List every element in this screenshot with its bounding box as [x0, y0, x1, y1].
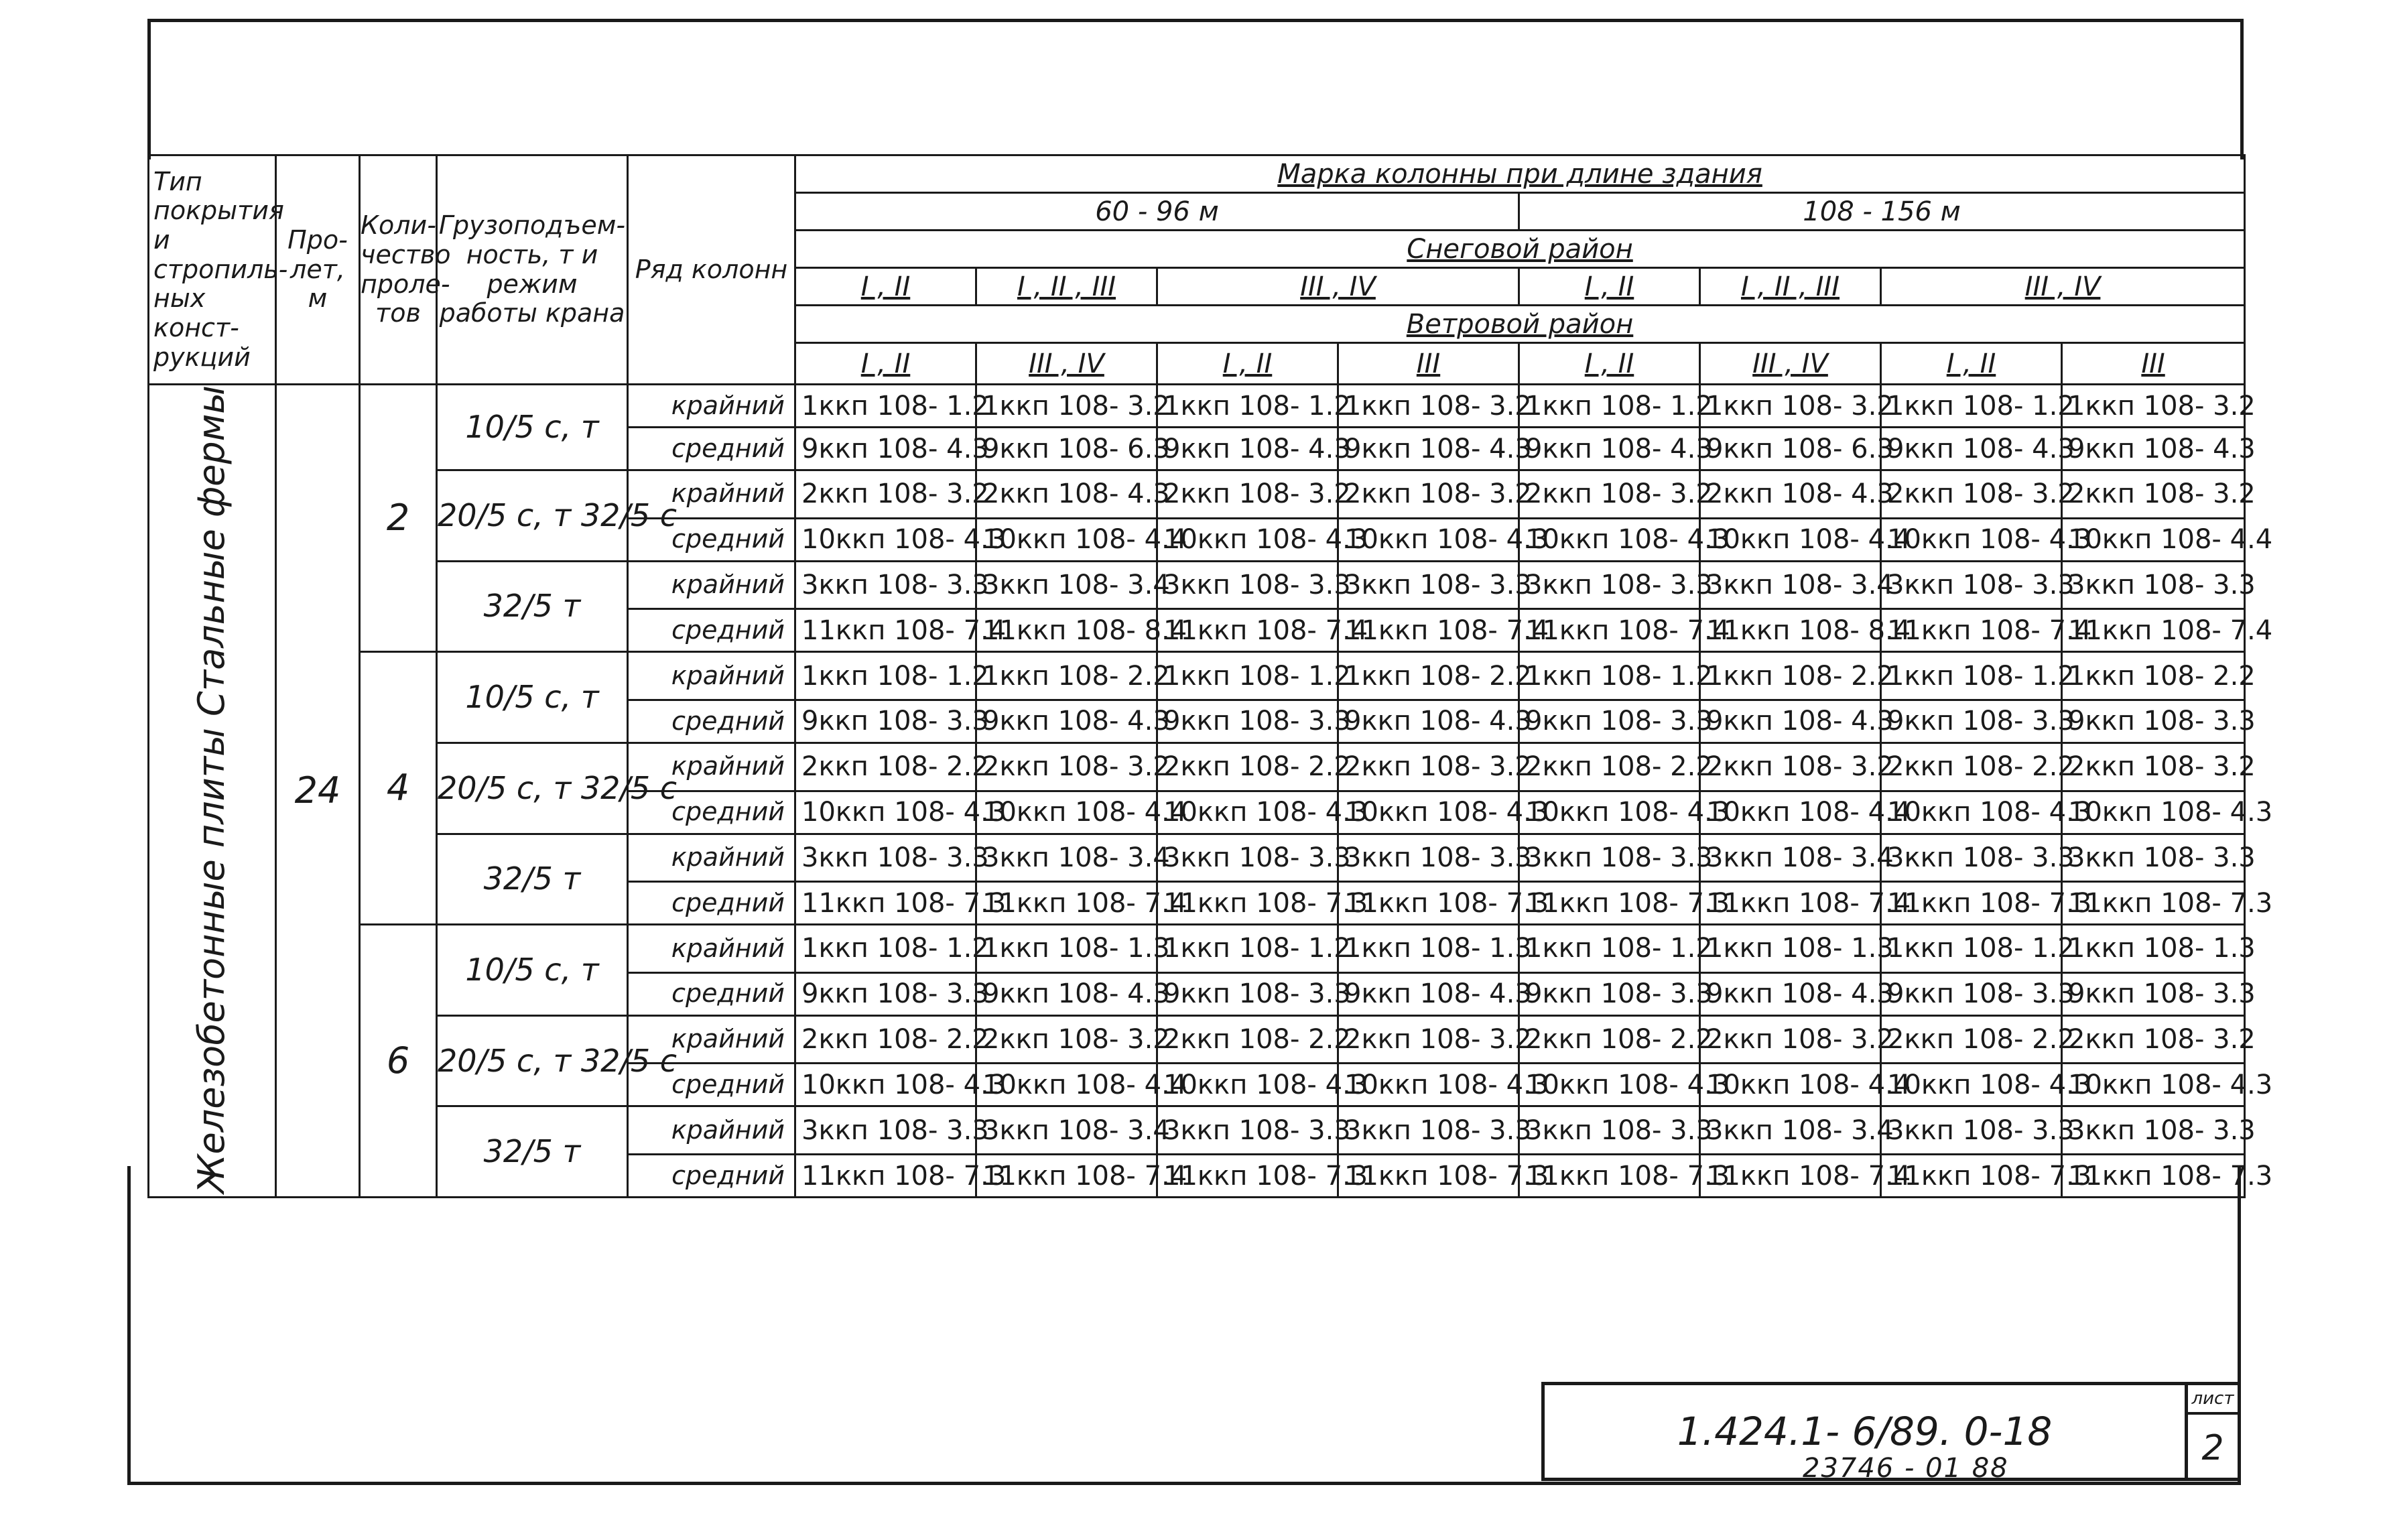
mark-cell: 2ккп 108- 3.2	[1700, 743, 1881, 791]
mark-cell: 10ккп 108- 4.3	[795, 791, 976, 834]
mark-cell: 1ккп 108- 2.2	[1338, 652, 1519, 700]
mark-cell: 10ккп 108- 4.3	[1519, 518, 1700, 561]
mark-cell: 9ккп 108- 4.3	[2062, 428, 2245, 470]
mark-cell: 9ккп 108- 4.3	[795, 428, 976, 470]
mark-cell: 1ккп 108- 1.2	[1881, 652, 2062, 700]
mark-cell: 3ккп 108- 3.3	[1881, 561, 2062, 609]
mark-cell: 2ккп 108- 3.2	[1519, 470, 1700, 519]
roof-type-cell	[149, 385, 276, 1198]
wind-range-6: III , IV	[1700, 343, 1881, 385]
row-type: крайний	[628, 385, 795, 428]
mark-cell: 2ккп 108- 3.2	[1157, 470, 1338, 519]
snow-range-2: I , II , III	[976, 268, 1157, 306]
mark-cell: 1ккп 108- 2.2	[1700, 652, 1881, 700]
header-mark-text: Марка колонны при длине здания	[1277, 158, 1762, 190]
row-type: средний	[628, 518, 795, 561]
mark-cell: 2ккп 108- 2.2	[1157, 743, 1338, 791]
mark-cell: 10ккп 108- 4.4	[976, 1064, 1157, 1106]
mark-cell: 3ккп 108- 3.3	[1519, 1106, 1700, 1155]
mark-cell: 11ккп 108- 7.4	[1157, 609, 1338, 652]
header-span	[276, 155, 360, 385]
header-count-text: Коли- чество проле- тов	[361, 210, 451, 328]
mark-cell: 9ккп 108- 4.3	[1338, 428, 1519, 470]
mark-cell: 1ккп 108- 3.2	[1700, 385, 1881, 428]
mark-cell: 11ккп 108- 7.3	[1881, 1155, 2062, 1198]
row-type: крайний	[628, 834, 795, 882]
mark-cell: 3ккп 108- 3.3	[1157, 561, 1338, 609]
mark-cell: 1ккп 108- 1.3	[1700, 925, 1881, 973]
mark-cell: 10ккп 108- 4.3	[1519, 791, 1700, 834]
mark-cell: 9ккп 108- 3.3	[2062, 700, 2245, 743]
mark-cell: 11ккп 108- 7.3	[1157, 882, 1338, 925]
roof-type-text: Железобетонные плиты Стальные фермы	[190, 385, 233, 1194]
mark-cell: 2ккп 108- 2.2	[1157, 1015, 1338, 1064]
mark-cell: 9ккп 108- 3.3	[1519, 700, 1700, 743]
mark-cell: 1ккп 108- 1.3	[1338, 925, 1519, 973]
wind-range-2: III , IV	[976, 343, 1157, 385]
mark-cell: 10ккп 108- 4.3	[1157, 518, 1338, 561]
row-type: средний	[628, 791, 795, 834]
mark-cell: 9ккп 108- 3.3	[795, 972, 976, 1015]
load-label: 32/5 т	[437, 1106, 628, 1198]
mark-cell: 3ккп 108- 3.3	[795, 561, 976, 609]
mark-cell: 11ккп 108- 8.4	[976, 609, 1157, 652]
mark-cell: 3ккп 108- 3.3	[2062, 1106, 2245, 1155]
document-code: 1.424.1- 6/89. 0-18	[1677, 1409, 2053, 1454]
mark-cell: 2ккп 108- 3.2	[976, 743, 1157, 791]
mark-cell: 2ккп 108- 2.2	[1881, 1015, 2062, 1064]
mark-cell: 11ккп 108- 7.3	[1338, 1155, 1519, 1198]
mark-cell: 11ккп 108- 7.4	[795, 609, 976, 652]
header-row-text: Ряд колонн	[635, 254, 788, 284]
mark-cell: 9ккп 108- 4.3	[976, 972, 1157, 1015]
mark-cell: 10ккп 108- 4.4	[976, 791, 1157, 834]
row-type: средний	[628, 1155, 795, 1198]
mark-cell: 3ккп 108- 3.4	[1700, 834, 1881, 882]
mark-cell: 2ккп 108- 2.2	[1519, 743, 1700, 791]
mark-cell: 3ккп 108- 3.3	[1338, 561, 1519, 609]
load-label: 20/5 с, т 32/5 с	[437, 470, 628, 562]
span-count: 2	[360, 385, 437, 652]
mark-cell: 11ккп 108- 7.4	[1519, 609, 1700, 652]
mark-cell: 1ккп 108- 3.2	[1338, 385, 1519, 428]
mark-cell: 3ккп 108- 3.4	[976, 561, 1157, 609]
mark-cell: 3ккп 108- 3.4	[1700, 1106, 1881, 1155]
mark-cell: 1ккп 108- 1.3	[2062, 925, 2245, 973]
mark-cell: 1ккп 108- 1.2	[1519, 925, 1700, 973]
mark-cell: 10ккп 108- 4.3	[795, 1064, 976, 1106]
span-count: 4	[360, 652, 437, 925]
wind-range-3: I , II	[1157, 343, 1338, 385]
load-label: 20/5 с, т 32/5 с	[437, 1015, 628, 1106]
wind-range-8: III	[2062, 343, 2245, 385]
snow-range-4: I , II	[1519, 268, 1700, 306]
row-type: крайний	[628, 925, 795, 973]
mark-cell: 2ккп 108- 3.2	[2062, 743, 2245, 791]
mark-cell: 2ккп 108- 3.2	[795, 470, 976, 519]
mark-cell: 3ккп 108- 3.3	[1338, 834, 1519, 882]
snow-range-1: I , II	[795, 268, 976, 306]
row-type: средний	[628, 428, 795, 470]
load-label: 32/5 т	[437, 834, 628, 925]
mark-cell: 11ккп 108- 7.3	[1881, 882, 2062, 925]
span-count: 6	[360, 925, 437, 1198]
mark-cell: 11ккп 108- 7.3	[795, 1155, 976, 1198]
mark-cell: 10ккп 108- 4.4	[1700, 791, 1881, 834]
mark-cell: 10ккп 108- 4.4	[2062, 518, 2245, 561]
sheet-label: лист	[2188, 1385, 2238, 1415]
mark-cell: 3ккп 108- 3.4	[976, 834, 1157, 882]
mark-cell: 11ккп 108- 7.4	[1881, 609, 2062, 652]
wind-range-4: III	[1338, 343, 1519, 385]
header-span-text: Про- лет, м	[287, 224, 348, 314]
mark-cell: 1ккп 108- 2.2	[976, 652, 1157, 700]
mark-cell: 9ккп 108- 3.3	[2062, 972, 2245, 1015]
header-type-text: Тип покрытия и стропиль- ных конст- рукций	[153, 166, 288, 372]
row-type: крайний	[628, 470, 795, 519]
mark-cell: 9ккп 108- 4.3	[1700, 700, 1881, 743]
mark-cell: 11ккп 108- 7.3	[1338, 882, 1519, 925]
mark-cell: 1ккп 108- 1.2	[1519, 652, 1700, 700]
mark-cell: 2ккп 108- 2.2	[795, 743, 976, 791]
row-type: средний	[628, 882, 795, 925]
mark-cell: 11ккп 108- 7.3	[1157, 1155, 1338, 1198]
mark-cell: 11ккп 108- 7.4	[2062, 609, 2245, 652]
mark-cell: 9ккп 108- 3.3	[795, 700, 976, 743]
mark-cell: 2ккп 108- 3.2	[2062, 1015, 2245, 1064]
mark-cell: 2ккп 108- 4.3	[976, 470, 1157, 519]
mark-cell: 9ккп 108- 6.3	[976, 428, 1157, 470]
row-type: средний	[628, 1064, 795, 1106]
load-label: 20/5 с, т 32/5 с	[437, 743, 628, 834]
mark-cell: 10ккп 108- 4.3	[2062, 791, 2245, 834]
mark-cell: 3ккп 108- 3.3	[1338, 1106, 1519, 1155]
mark-cell: 2ккп 108- 2.2	[1881, 743, 2062, 791]
wind-range-5: I , II	[1519, 343, 1700, 385]
mark-cell: 10ккп 108- 4.3	[1881, 1064, 2062, 1106]
load-label: 10/5 с, т	[437, 385, 628, 470]
mark-cell: 1ккп 108- 1.2	[1881, 385, 2062, 428]
header-snow-text: Снеговой район	[1407, 233, 1633, 265]
mark-cell: 9ккп 108- 3.3	[1157, 700, 1338, 743]
sheet-number-box	[2185, 1382, 2241, 1481]
snow-range-5: I , II , III	[1700, 268, 1881, 306]
header-type	[149, 155, 288, 385]
mark-cell: 9ккп 108- 3.3	[1519, 972, 1700, 1015]
mark-cell: 3ккп 108- 3.3	[1157, 834, 1338, 882]
header-wind	[795, 306, 2245, 343]
mark-cell: 10ккп 108- 4.3	[1881, 518, 2062, 561]
mark-cell: 2ккп 108- 2.2	[795, 1015, 976, 1064]
mark-cell: 1ккп 108- 3.2	[976, 385, 1157, 428]
mark-cell: 10ккп 108- 4.3	[795, 518, 976, 561]
sheet-number: 2	[2201, 1428, 2224, 1468]
mark-cell: 10ккп 108- 4.3	[2062, 1064, 2245, 1106]
mark-cell: 2ккп 108- 3.2	[1338, 1015, 1519, 1064]
mark-cell: 2ккп 108- 3.2	[1338, 470, 1519, 519]
mark-cell: 3ккп 108- 3.3	[795, 1106, 976, 1155]
row-type: средний	[628, 700, 795, 743]
mark-cell: 3ккп 108- 3.3	[795, 834, 976, 882]
mark-cell: 1ккп 108- 1.2	[1157, 925, 1338, 973]
mark-cell: 10ккп 108- 4.4	[1700, 1064, 1881, 1106]
header-length-1: 60 - 96 м	[795, 193, 1519, 231]
mark-cell: 11ккп 108- 7.3	[2062, 1155, 2245, 1198]
mark-cell: 10ккп 108- 4.3	[1881, 791, 2062, 834]
mark-cell: 1ккп 108- 1.2	[1157, 385, 1338, 428]
mark-cell: 9ккп 108- 4.3	[1157, 428, 1338, 470]
mark-cell: 10ккп 108- 4.4	[1700, 518, 1881, 561]
mark-cell: 3ккп 108- 3.4	[976, 1106, 1157, 1155]
mark-cell: 2ккп 108- 2.2	[1519, 1015, 1700, 1064]
mark-cell: 11ккп 108- 7.4	[976, 1155, 1157, 1198]
mark-cell: 3ккп 108- 3.3	[1881, 1106, 2062, 1155]
mark-cell: 11ккп 108- 7.3	[795, 882, 976, 925]
header-length-2: 108 - 156 м	[1519, 193, 2245, 231]
mark-cell: 3ккп 108- 3.3	[1157, 1106, 1338, 1155]
mark-cell: 11ккп 108- 7.3	[2062, 882, 2245, 925]
mark-cell: 10ккп 108- 4.3	[1157, 1064, 1338, 1106]
inventory-number: 23746 - 01 88	[1803, 1453, 2009, 1484]
mark-cell: 3ккп 108- 3.3	[1519, 834, 1700, 882]
mark-cell: 3ккп 108- 3.3	[1519, 561, 1700, 609]
mark-cell: 3ккп 108- 3.3	[1881, 834, 2062, 882]
row-type: крайний	[628, 561, 795, 609]
mark-cell: 9ккп 108- 4.3	[1338, 700, 1519, 743]
mark-cell: 11ккп 108- 7.4	[976, 882, 1157, 925]
span-value: 24	[276, 385, 360, 1198]
mark-cell: 9ккп 108- 4.3	[1519, 428, 1700, 470]
mark-cell: 2ккп 108- 3.2	[1881, 470, 2062, 519]
header-capacity-text: Грузоподъем- ность, т и режим работы крана	[438, 210, 626, 328]
mark-cell: 9ккп 108- 4.3	[976, 700, 1157, 743]
mark-cell: 11ккп 108- 7.3	[1519, 1155, 1700, 1198]
mark-cell: 11ккп 108- 7.4	[1700, 882, 1881, 925]
mark-cell: 10ккп 108- 4.3	[1338, 518, 1519, 561]
header-snow	[795, 231, 2245, 268]
mark-cell: 2ккп 108- 3.2	[1338, 743, 1519, 791]
mark-cell: 3ккп 108- 3.3	[2062, 834, 2245, 882]
mark-cell: 1ккп 108- 1.2	[795, 925, 976, 973]
mark-cell: 9ккп 108- 3.3	[1881, 700, 2062, 743]
mark-cell: 9ккп 108- 4.3	[1700, 972, 1881, 1015]
mark-cell: 2ккп 108- 3.2	[1700, 1015, 1881, 1064]
row-type: крайний	[628, 1106, 795, 1155]
mark-cell: 10ккп 108- 4.3	[1519, 1064, 1700, 1106]
mark-cell: 1ккп 108- 1.2	[795, 652, 976, 700]
header-count	[360, 155, 451, 385]
mark-cell: 1ккп 108- 1.2	[1519, 385, 1700, 428]
mark-cell: 10ккп 108- 4.3	[1338, 791, 1519, 834]
mark-cell: 1ккп 108- 1.3	[976, 925, 1157, 973]
mark-cell: 3ккп 108- 3.3	[2062, 561, 2245, 609]
header-wind-text: Ветровой район	[1406, 308, 1634, 340]
header-capacity	[437, 155, 628, 385]
mark-cell: 9ккп 108- 4.3	[1881, 428, 2062, 470]
mark-cell: 1ккп 108- 1.2	[1157, 652, 1338, 700]
mark-cell: 10ккп 108- 4.3	[1157, 791, 1338, 834]
load-label: 32/5 т	[437, 561, 628, 652]
row-type: средний	[628, 609, 795, 652]
header-row	[628, 155, 795, 385]
mark-cell: 10ккп 108- 4.4	[976, 518, 1157, 561]
mark-cell: 1ккп 108- 3.2	[2062, 385, 2245, 428]
mark-cell: 11ккп 108- 7.4	[1700, 1155, 1881, 1198]
mark-cell: 9ккп 108- 3.3	[1157, 972, 1338, 1015]
mark-cell: 1ккп 108- 1.2	[795, 385, 976, 428]
mark-cell: 9ккп 108- 3.3	[1881, 972, 2062, 1015]
outer-frame-top	[147, 19, 2244, 159]
load-label: 10/5 с, т	[437, 652, 628, 743]
load-label: 10/5 с, т	[437, 925, 628, 1016]
mark-cell: 11ккп 108- 7.4	[1338, 609, 1519, 652]
mark-cell: 9ккп 108- 4.3	[1338, 972, 1519, 1015]
row-type: средний	[628, 972, 795, 1015]
mark-cell: 11ккп 108- 7.3	[1519, 882, 1700, 925]
mark-cell: 2ккп 108- 3.2	[2062, 470, 2245, 519]
mark-cell: 1ккп 108- 1.2	[1881, 925, 2062, 973]
row-type: крайний	[628, 1015, 795, 1064]
column-mark-table	[147, 154, 2273, 1198]
mark-cell: 3ккп 108- 3.4	[1700, 561, 1881, 609]
snow-range-6: III , IV	[1881, 268, 2245, 306]
mark-cell: 2ккп 108- 4.3	[1700, 470, 1881, 519]
row-type: крайний	[628, 743, 795, 791]
header-mark	[795, 155, 2245, 193]
wind-range-7: I , II	[1881, 343, 2062, 385]
mark-cell: 9ккп 108- 6.3	[1700, 428, 1881, 470]
mark-cell: 2ккп 108- 3.2	[976, 1015, 1157, 1064]
mark-cell: 10ккп 108- 4.3	[1338, 1064, 1519, 1106]
mark-cell: 1ккп 108- 2.2	[2062, 652, 2245, 700]
wind-range-1: I , II	[795, 343, 976, 385]
row-type: крайний	[628, 652, 795, 700]
snow-range-3: III , IV	[1157, 268, 1519, 306]
mark-cell: 11ккп 108- 8.4	[1700, 609, 1881, 652]
